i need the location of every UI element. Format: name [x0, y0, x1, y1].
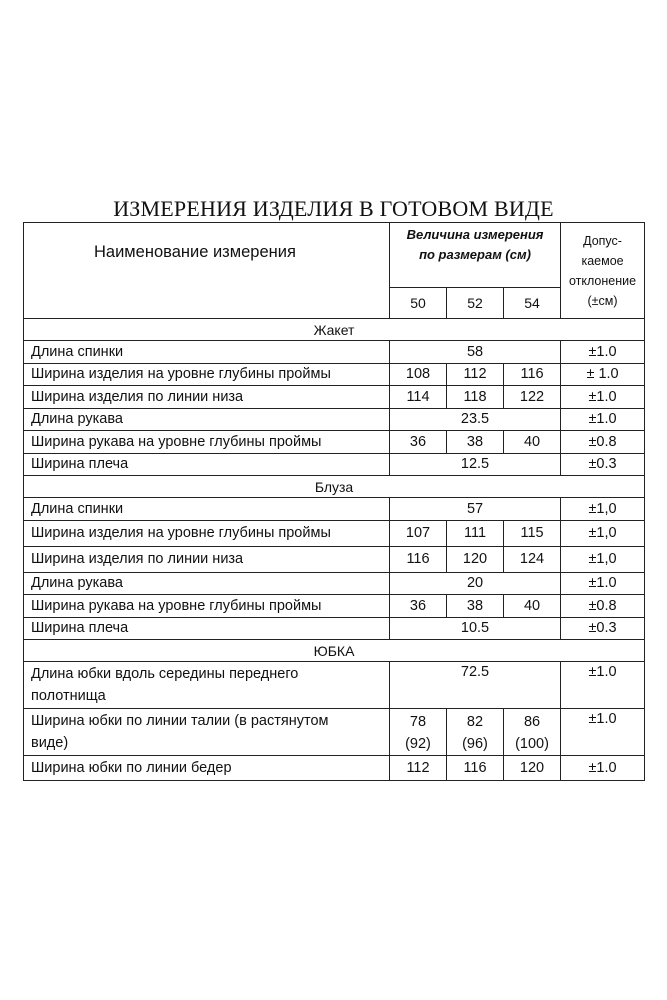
table-row [24, 756, 645, 781]
row-tolerance: ±0.3 [561, 453, 645, 476]
header-tol-line1: Допус- [583, 233, 622, 248]
table-row [24, 453, 645, 476]
row-tolerance: ±1,0 [561, 520, 645, 546]
header-size-line2: по размерам (см) [419, 247, 531, 262]
row-name [24, 662, 390, 709]
row-name: Длина рукава [24, 408, 390, 431]
row-value: 23.5 [390, 408, 561, 431]
table-row [24, 662, 645, 709]
section-title: Блуза [24, 476, 645, 498]
row-name: Ширина изделия по линии низа [24, 546, 390, 572]
row-value-52: 116 [447, 756, 504, 781]
row-value-50: 114 [390, 386, 447, 409]
row-tolerance: ±0.3 [561, 617, 645, 640]
row-value: 58 [390, 341, 561, 364]
row-name [24, 709, 390, 756]
row-value-54: 122 [504, 386, 561, 409]
table-row [24, 546, 645, 572]
header-tolerance-column [561, 223, 645, 319]
row-name: Длина спинки [24, 341, 390, 364]
size-54: 54 [504, 288, 561, 319]
row-name-line1: Длина юбки вдоль середины переднего [31, 666, 299, 682]
header-tol-line2: каемое [581, 253, 624, 268]
table-row [24, 595, 645, 618]
header-tol-line4: (±см) [587, 293, 618, 308]
row-tolerance: ±0.8 [561, 431, 645, 454]
row-tolerance: ±1.0 [561, 662, 645, 709]
table-row [24, 431, 645, 454]
row-value-52: 112 [447, 363, 504, 386]
row-value-50: 36 [390, 595, 447, 618]
row-value: 12.5 [390, 453, 561, 476]
row-value: 57 [390, 498, 561, 521]
measurements-table [23, 222, 645, 781]
table-row [24, 709, 645, 756]
row-name: Ширина изделия на уровне глубины проймы [24, 363, 390, 386]
row-name: Ширина плеча [24, 453, 390, 476]
row-value-50: 108 [390, 363, 447, 386]
row-tolerance: ±1.0 [561, 408, 645, 431]
row-value: 20 [390, 572, 561, 595]
row-value: 72.5 [390, 662, 561, 709]
row-name-line1: Ширина юбки по линии талии (в растянутом [31, 713, 329, 729]
table-row [24, 520, 645, 546]
row-value-52: 111 [447, 520, 504, 546]
row-tolerance: ± 1.0 [561, 363, 645, 386]
row-value-52: 38 [447, 431, 504, 454]
row-tolerance: ±1,0 [561, 498, 645, 521]
value-stretched: (96) [462, 736, 488, 752]
row-name: Длина спинки [24, 498, 390, 521]
row-value-54: 124 [504, 546, 561, 572]
row-value-52: 120 [447, 546, 504, 572]
row-value-54: 120 [504, 756, 561, 781]
row-name-line2: виде) [31, 735, 69, 751]
header-size-line1: Величина измерения [406, 227, 544, 242]
row-tolerance: ±0.8 [561, 595, 645, 618]
row-name-line2: полотнища [31, 688, 106, 704]
header-tol-line3: отклонение [568, 273, 637, 288]
row-value-54: 40 [504, 595, 561, 618]
row-value-54 [504, 709, 561, 756]
row-value-50: 116 [390, 546, 447, 572]
row-value-52: 118 [447, 386, 504, 409]
row-value: 10.5 [390, 617, 561, 640]
row-value-54: 115 [504, 520, 561, 546]
table-row [24, 386, 645, 409]
row-name: Ширина рукава на уровне глубины проймы [24, 595, 390, 618]
table-row [24, 408, 645, 431]
row-tolerance: ±1.0 [561, 756, 645, 781]
size-52: 52 [447, 288, 504, 319]
section-title: Жакет [24, 319, 645, 341]
row-name: Ширина плеча [24, 617, 390, 640]
value-main: 82 [466, 714, 484, 730]
row-tolerance: ±1.0 [561, 386, 645, 409]
section-title: ЮБКА [24, 640, 645, 662]
value-stretched: (92) [405, 736, 431, 752]
page-title: ИЗМЕРЕНИЯ ИЗДЕЛИЯ В ГОТОВОМ ВИДЕ [113, 196, 554, 221]
table-row [24, 572, 645, 595]
row-name: Ширина рукава на уровне глубины проймы [24, 431, 390, 454]
table-row [24, 363, 645, 386]
row-value-50: 36 [390, 431, 447, 454]
row-name: Ширина изделия по линии низа [24, 386, 390, 409]
table-row [24, 341, 645, 364]
row-name: Ширина юбки по линии бедер [24, 756, 390, 781]
value-stretched: (100) [515, 736, 549, 752]
row-value-50: 107 [390, 520, 447, 546]
row-name: Длина рукава [24, 572, 390, 595]
value-main: 86 [523, 714, 541, 730]
row-value-52 [447, 709, 504, 756]
value-main: 78 [409, 714, 427, 730]
row-tolerance: ±1.0 [561, 572, 645, 595]
row-name: Ширина изделия на уровне глубины проймы [24, 520, 390, 546]
table-row [24, 617, 645, 640]
header-name-column: Наименование измерения [24, 223, 390, 319]
row-tolerance: ±1.0 [561, 341, 645, 364]
row-value-50: 112 [390, 756, 447, 781]
row-tolerance: ±1.0 [561, 709, 645, 756]
row-value-50 [390, 709, 447, 756]
row-tolerance: ±1,0 [561, 546, 645, 572]
header-size-column [390, 223, 561, 288]
table-row [24, 498, 645, 521]
size-50: 50 [390, 288, 447, 319]
row-value-52: 38 [447, 595, 504, 618]
row-value-54: 40 [504, 431, 561, 454]
row-value-54: 116 [504, 363, 561, 386]
